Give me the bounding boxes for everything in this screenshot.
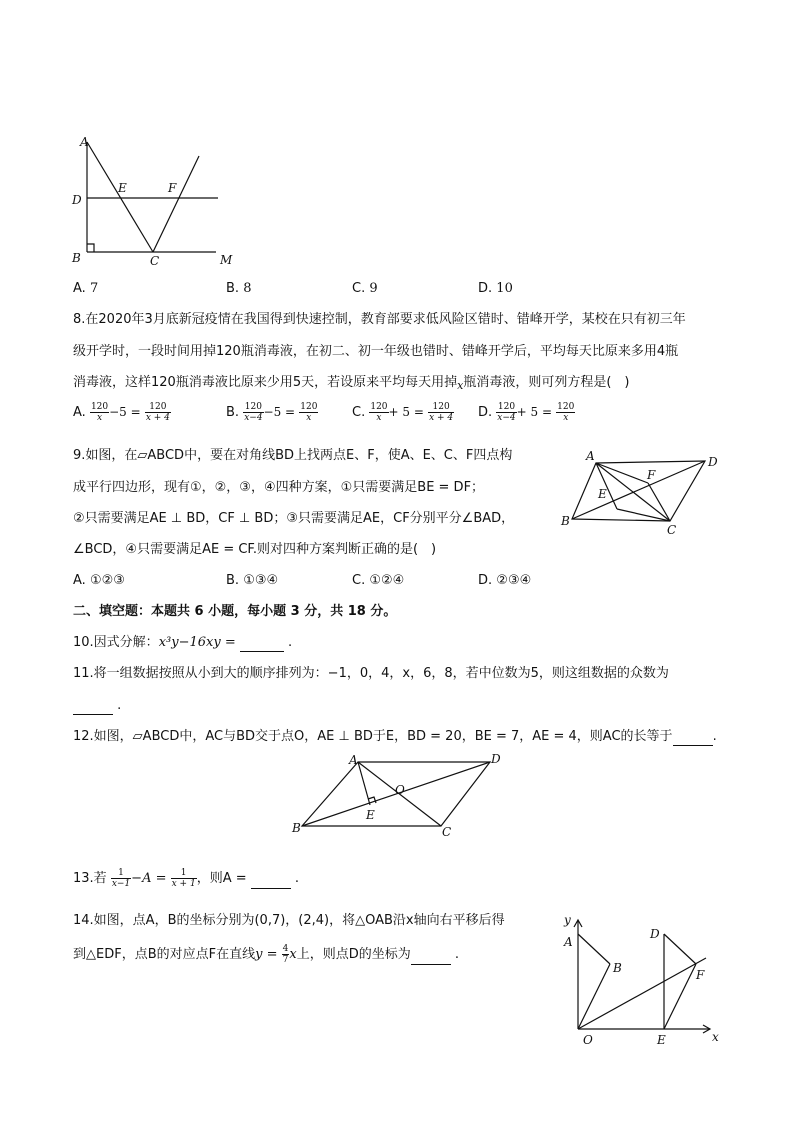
q12-figure <box>288 750 508 842</box>
q7-label-b: B <box>72 251 81 265</box>
q7-label-f: F <box>168 181 177 195</box>
q7-option-c: C. 9 <box>352 281 378 296</box>
fraction: $\frac{120}{x + 4}$ <box>429 402 454 423</box>
q7-label-m: M <box>220 253 233 267</box>
fraction: $\frac{120}{x + 4}$ <box>145 402 170 423</box>
q14-label-d: D <box>650 927 660 941</box>
q12-label-a: A <box>349 753 358 767</box>
fraction: $\frac{120}{x}$ <box>370 402 388 423</box>
q12-label-d: D <box>491 752 501 766</box>
q9-line-4: ∠BCD，④只需要满足AE = CF.则对四种方案判断正确的是( ) <box>73 542 437 557</box>
q7-label-d: D <box>72 193 82 207</box>
answer-blank[interactable] <box>411 950 451 965</box>
q14-figure <box>558 908 728 1048</box>
q7-option-d: D. 10 <box>478 281 513 296</box>
section-title: 二、填空题：本题共 6 小题，每小题 3 分，共 18 分。 <box>73 604 397 619</box>
fraction: $\frac{120}{x-4}$ <box>497 402 516 423</box>
q9-figure <box>560 446 740 541</box>
q9-line-3: ②只需要满足AE ⊥ BD，CF ⊥ BD；③只需要满足AE，CF分别平分∠BAD， <box>73 511 515 526</box>
q12-label-o: O <box>395 783 405 797</box>
q7-label-e: E <box>118 181 127 195</box>
q10-line: 10.因式分解：x³y−16xy = . <box>73 635 293 650</box>
q9-label-b: B <box>561 514 570 528</box>
q8-line-2: 级开学时，一段时间用掉120瓶消毒液，在初二、初一年级也错时、错峰开学后，平均每天比原来多用4瓶 <box>73 344 679 359</box>
q9-label-f: F <box>647 468 656 482</box>
q14-label-b: B <box>613 961 622 975</box>
q12-label-c: C <box>442 825 452 839</box>
fraction: $\frac{1}{x-1}$ <box>111 868 131 889</box>
q14-line-1: 14.如图，点A，B的坐标分别为(0,7)，(2,4)，将△OAB沿x轴向右平移后得 <box>73 913 505 928</box>
q8-line-3: 消毒液，这样120瓶消毒液比原来少用5天，若设原来平均每天用掉$_x$瓶消毒液，则可列方程是( ) <box>73 375 630 392</box>
q13-line: 13.若 $\frac{1}{x-1}$ −A = $\frac{1}{x + 1}$ ，则A = . <box>73 868 300 889</box>
q9-option-c: C. ①②④ <box>352 573 405 588</box>
q7-label-c: C <box>150 254 160 268</box>
fraction: $\frac{120}{x}$ <box>90 402 109 423</box>
answer-blank[interactable] <box>73 700 113 715</box>
q9-label-e: E <box>598 487 607 501</box>
q14-label-a: A <box>564 935 573 949</box>
q8-option-b: B. $\frac{120}{x-4}$ −5 = $\frac{120}{x}$ <box>226 402 318 423</box>
fraction: $\frac{4}{7}$ <box>282 944 289 965</box>
q9-label-d: D <box>708 455 718 469</box>
q9-option-b: B. ①③④ <box>226 573 279 588</box>
answer-blank[interactable] <box>251 874 291 889</box>
q14-label-o: O <box>583 1033 593 1047</box>
answer-blank[interactable] <box>673 731 713 746</box>
fraction: $\frac{120}{x}$ <box>557 402 575 423</box>
fraction: $\frac{120}{x-4}$ <box>244 402 263 423</box>
q7-label-a: A <box>80 135 89 149</box>
q7-option-a: A. 7 <box>73 281 99 296</box>
q8-option-c: C. $\frac{120}{x}$ + 5 = $\frac{120}{x + 4}$ <box>352 402 454 423</box>
q7-figure <box>66 132 246 272</box>
fraction: $\frac{120}{x}$ <box>300 402 318 423</box>
q14-label-x: x <box>712 1030 719 1044</box>
q8-line-1: 8.在2020年3月底新冠疫情在我国得到快速控制，教育部要求低风险区错时、错峰开学，某校在只有初三年 <box>73 312 686 327</box>
q8-option-a: A. $\frac{120}{x}$ −5 = $\frac{120}{x + 4}$ <box>73 402 170 423</box>
q9-line-1: 9.如图，在▱ABCD中，要在对角线BD上找两点E、F，使A、E、C、F四点构 <box>73 448 513 463</box>
q12-label-b: B <box>292 821 301 835</box>
q12-label-e: E <box>366 808 375 822</box>
q9-option-a: A. ①②③ <box>73 573 125 588</box>
q8-option-d: D. $\frac{120}{x-4}$ + 5 = $\frac{120}{x}$ <box>478 402 575 423</box>
fraction: $\frac{1}{x + 1}$ <box>171 868 196 889</box>
q14-label-y: y <box>564 913 571 927</box>
q11-line-2: . <box>73 697 121 715</box>
answer-blank[interactable] <box>240 637 284 652</box>
q9-option-d: D. ②③④ <box>478 573 532 588</box>
q9-line-2: 成平行四边形，现有①，②，③，④四种方案，①只需要满足BE = DF； <box>73 480 485 495</box>
q11-line-1: 11.将一组数据按照从小到大的顺序排列为：−1，0，4，x，6，8，若中位数为5，则这组数据的众数为 <box>73 666 669 681</box>
q7-option-b: B. 8 <box>226 281 252 296</box>
q12-line: 12.如图，▱ABCD中，AC与BD交于点O，AE ⊥ BD于E，BD = 20，BE = 7，AE = 4，则AC的长等于 . <box>73 729 717 744</box>
q9-label-a: A <box>586 449 595 463</box>
q14-label-e: E <box>657 1033 666 1047</box>
q14-label-f: F <box>696 968 705 982</box>
q9-label-c: C <box>667 523 677 537</box>
q14-line-2: 到△EDF，点B的对应点F在直线y = $\frac{4}{7}$ x上，则点D的坐标为 . <box>73 944 459 965</box>
